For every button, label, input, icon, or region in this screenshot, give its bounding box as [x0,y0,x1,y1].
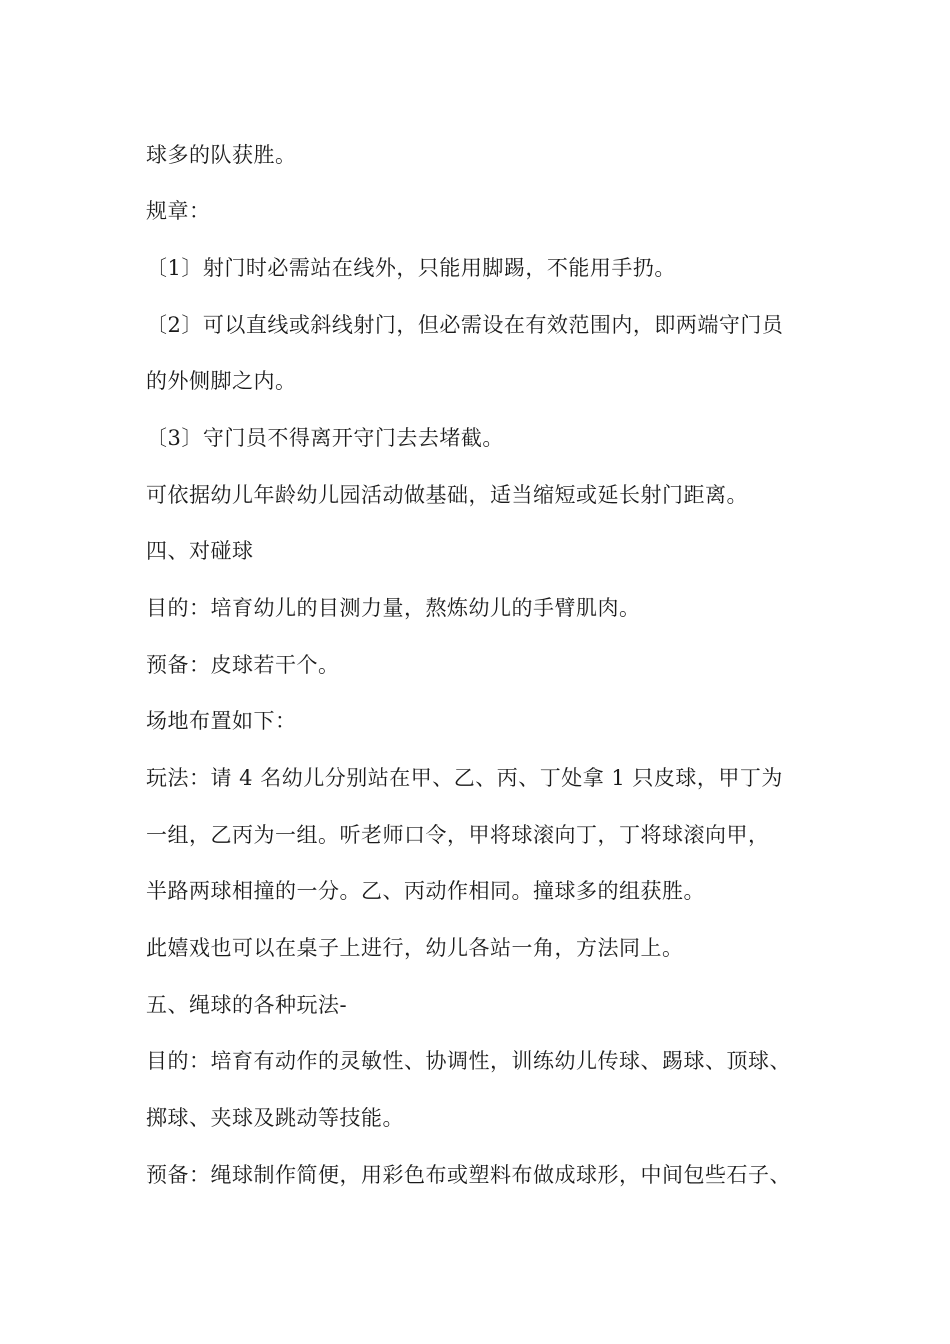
text-line: 此嬉戏也可以在桌子上进行，幼儿各站一角，方法同上。 [146,936,684,960]
text-line: 预备：绳球制作简便，用彩色布或塑料布做成球形，中间包些石子、 [146,1163,791,1187]
text-line: 〔1〕射门时必需站在线外，只能用脚踢，不能用手扔。 [146,256,676,280]
text-line: 球多的队获胜。 [146,143,297,167]
text-line: 〔3〕守门员不得离开守门去去堵截。 [146,426,504,450]
text-line: 的外侧脚之内。 [146,369,297,393]
section-heading: 四、对碰球 [146,539,254,563]
text-line: 预备：皮球若干个。 [146,653,340,677]
text-line: 一组，乙丙为一组。听老师口令，甲将球滚向丁，丁将球滚向甲， [146,823,770,847]
text-line: 可依据幼儿年龄幼儿园活动做基础，适当缩短或延长射门距离。 [146,483,748,507]
text-line: 掷球、夹球及跳动等技能。 [146,1106,404,1130]
text-line: 玩法：请 4 名幼儿分别站在甲、乙、丙、丁处拿 1 只皮球，甲丁为 [146,766,783,790]
text-line: 〔2〕可以直线或斜线射门，但必需设在有效范围内，即两端守门员 [146,313,784,337]
text-line: 目的：培育幼儿的目测力量，熬炼幼儿的手臂肌肉。 [146,596,641,620]
text-line: 半路两球相撞的一分。乙、丙动作相同。撞球多的组获胜。 [146,879,705,903]
section-heading: 五、绳球的各种玩法- [146,993,348,1017]
text-line: 目的：培育有动作的灵敏性、协调性，训练幼儿传球、踢球、顶球、 [146,1049,791,1073]
text-line: 规章： [146,199,211,223]
text-line: 场地布置如下： [146,709,297,733]
